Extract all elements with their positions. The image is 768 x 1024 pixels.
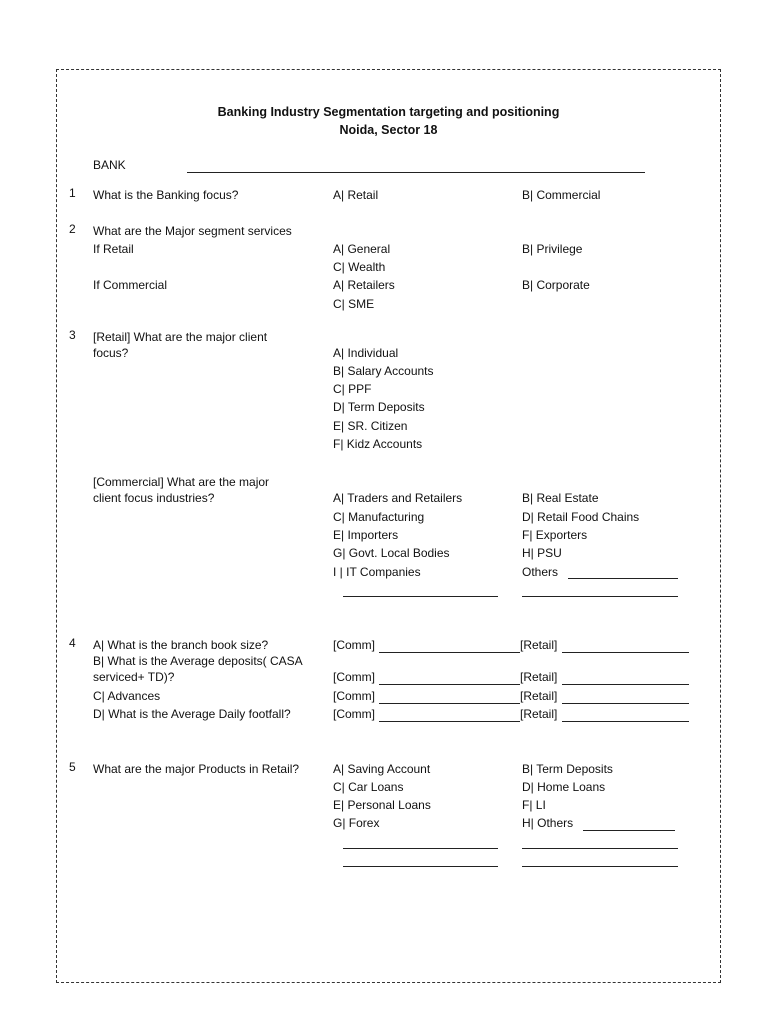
q4-d-question: D| What is the Average Daily footfall? [93, 707, 291, 721]
q4-c-retail-label: [Retail] [520, 689, 558, 703]
q2-commercial-option-c[interactable]: C| SME [333, 297, 375, 311]
q2-retail-option-c[interactable]: C| Wealth [333, 260, 386, 274]
q3-retail-question-line1: [Retail] What are the major client [93, 330, 268, 344]
q3-commercial-option[interactable]: F| Exporters [522, 528, 588, 542]
q2-question: What are the Major segment services [93, 224, 292, 238]
q5-blank-field-left-2[interactable] [343, 866, 498, 867]
q4-d-retail-field[interactable] [562, 721, 689, 722]
q3-others-field[interactable] [568, 578, 678, 579]
q3-commercial-option[interactable]: H| PSU [522, 546, 562, 560]
q3-retail-option[interactable]: A| Individual [333, 346, 399, 360]
q3-commercial-option[interactable]: E| Importers [333, 528, 399, 542]
q3-commercial-option[interactable]: C| Manufacturing [333, 510, 425, 524]
q5-blank-field-right-1[interactable] [522, 848, 678, 849]
q1-option-a[interactable]: A| Retail [333, 188, 379, 202]
q4-a-retail-label: [Retail] [520, 638, 558, 652]
q3-retail-option[interactable]: D| Term Deposits [333, 400, 425, 414]
q3-retail-option[interactable]: B| Salary Accounts [333, 364, 434, 378]
q5-option[interactable]: G| Forex [333, 816, 380, 830]
q2-retail-option-a[interactable]: A| General [333, 242, 391, 256]
q5-option[interactable]: E| Personal Loans [333, 798, 431, 812]
q4-c-question: C| Advances [93, 689, 161, 703]
q4-c-comm-label: [Comm] [333, 689, 375, 703]
q3-blank-field-left[interactable] [343, 596, 498, 597]
q4-b-question-line2: serviced+ TD)? [93, 670, 175, 684]
q2-retail-option-b[interactable]: B| Privilege [522, 242, 583, 256]
q4-b-retail-field[interactable] [562, 684, 689, 685]
q4-a-comm-field[interactable] [379, 652, 520, 653]
q3-commercial-others-label: Others [522, 565, 559, 579]
q5-option[interactable]: F| LI [522, 798, 546, 812]
q3-number: 3 [69, 328, 76, 342]
form-border [56, 69, 721, 983]
q4-b-retail-label: [Retail] [520, 670, 558, 684]
q4-a-retail-field[interactable] [562, 652, 689, 653]
q3-commercial-option[interactable]: A| Traders and Retailers [333, 491, 463, 505]
q4-d-comm-field[interactable] [379, 721, 520, 722]
q3-retail-question-line2: focus? [93, 346, 129, 360]
bank-name-field[interactable] [187, 172, 645, 173]
q2-commercial-label: If Commercial [93, 278, 168, 292]
q3-retail-option[interactable]: C| PPF [333, 382, 372, 396]
q5-others-label: H| Others [522, 816, 574, 830]
q5-question: What are the major Products in Retail? [93, 762, 300, 776]
q1-question: What is the Banking focus? [93, 188, 239, 202]
q4-b-comm-label: [Comm] [333, 670, 375, 684]
q3-commercial-option[interactable]: I | IT Companies [333, 565, 421, 579]
q5-option[interactable]: B| Term Deposits [522, 762, 613, 776]
q3-commercial-question-line1: [Commercial] What are the major [93, 475, 270, 489]
q5-option[interactable]: D| Home Loans [522, 780, 606, 794]
form-title: Banking Industry Segmentation targeting and positioning [217, 105, 560, 119]
q1-number: 1 [69, 186, 76, 200]
q5-number: 5 [69, 760, 76, 774]
q3-commercial-option[interactable]: D| Retail Food Chains [522, 510, 640, 524]
q3-commercial-option[interactable]: B| Real Estate [522, 491, 599, 505]
form-subtitle: Noida, Sector 18 [339, 123, 438, 137]
q1-option-b[interactable]: B| Commercial [522, 188, 601, 202]
q5-option[interactable]: C| Car Loans [333, 780, 404, 794]
q4-b-question-line1: B| What is the Average deposits( CASA [93, 654, 303, 668]
q4-a-question: A| What is the branch book size? [93, 638, 269, 652]
q2-retail-label: If Retail [93, 242, 134, 256]
q4-a-comm-label: [Comm] [333, 638, 375, 652]
q3-commercial-option[interactable]: G| Govt. Local Bodies [333, 546, 450, 560]
q5-option[interactable]: A| Saving Account [333, 762, 431, 776]
q4-number: 4 [69, 636, 76, 650]
q4-b-comm-field[interactable] [379, 684, 520, 685]
q4-c-retail-field[interactable] [562, 703, 689, 704]
q3-commercial-question-line2: client focus industries? [93, 491, 215, 505]
q2-commercial-option-b[interactable]: B| Corporate [522, 278, 590, 292]
bank-label: BANK [93, 158, 126, 172]
q5-blank-field-left-1[interactable] [343, 848, 498, 849]
q2-number: 2 [69, 222, 76, 236]
q5-others-field[interactable] [583, 830, 675, 831]
q4-d-retail-label: [Retail] [520, 707, 558, 721]
q4-d-comm-label: [Comm] [333, 707, 375, 721]
q5-blank-field-right-2[interactable] [522, 866, 678, 867]
q3-retail-option[interactable]: F| Kidz Accounts [333, 437, 423, 451]
q2-commercial-option-a[interactable]: A| Retailers [333, 278, 395, 292]
q3-retail-option[interactable]: E| SR. Citizen [333, 419, 408, 433]
q3-blank-field-right[interactable] [522, 596, 678, 597]
q4-c-comm-field[interactable] [379, 703, 520, 704]
